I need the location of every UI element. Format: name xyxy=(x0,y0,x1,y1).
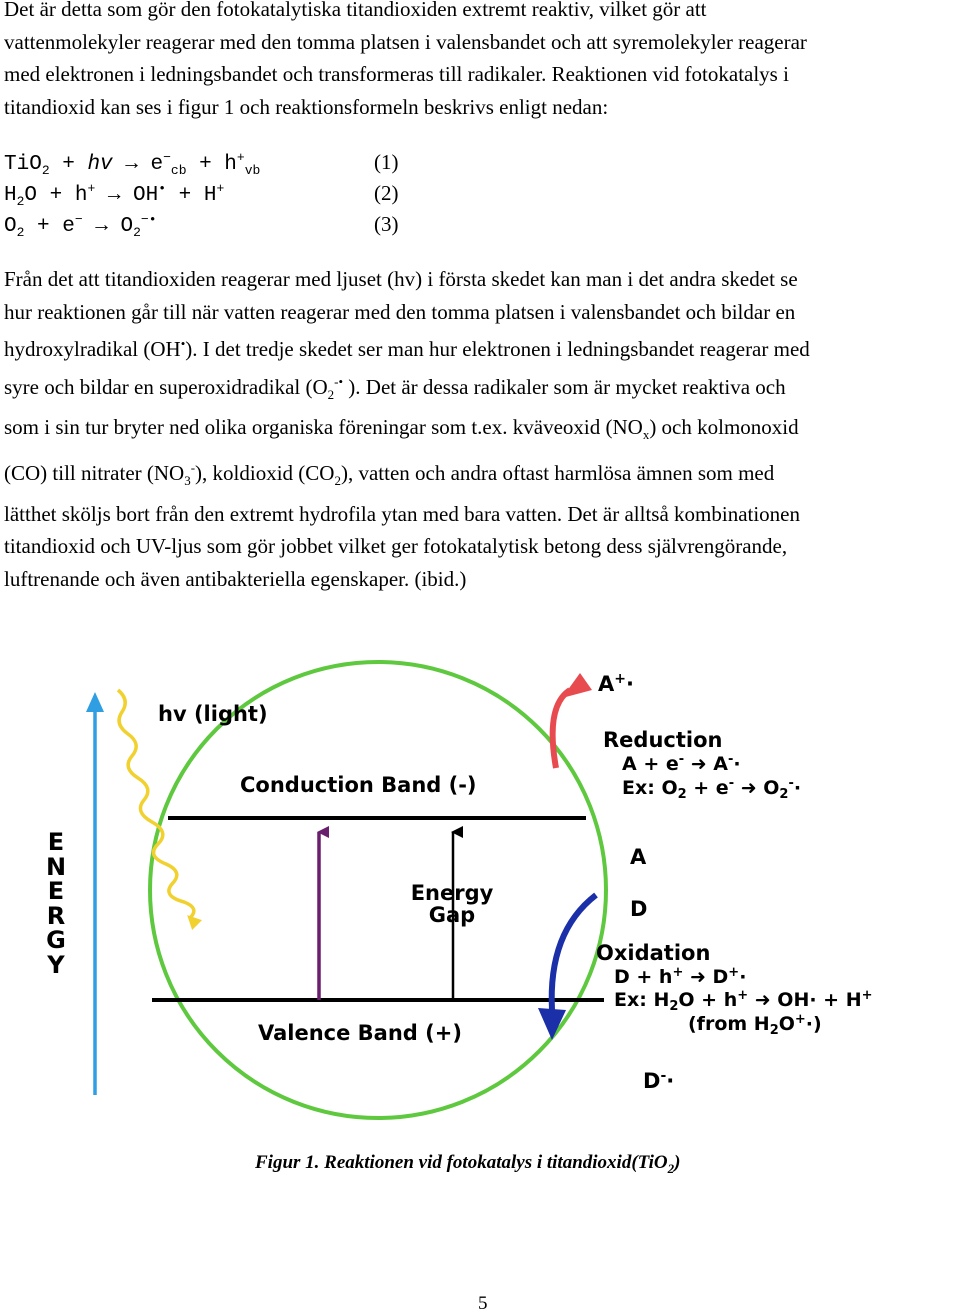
equation-number: (2) xyxy=(374,181,399,205)
oxidation-arrow xyxy=(552,895,596,1010)
equation-formula: $O_2 + e^- \to O_2^{-•}$ xyxy=(4,212,157,241)
text-line: luftrenande och även antibakteriella egenskaper. (ibid.) xyxy=(4,566,467,591)
equation-number: (1) xyxy=(374,150,399,174)
energy-axis-arrowhead xyxy=(86,692,104,712)
text-line: (CO) till nitrater $(NO_3^-)$, koldioxid $(CO_2)$, vatten och andra oftast harmlösa ämnen som med xyxy=(4,459,775,489)
text-line: lätthet sköljs bort från den extremt hydrofila ytan med bara vatten. Det är alltså kombinationen xyxy=(4,501,801,526)
equation-formula: $H_2O + h^+ \to OH^• + H^+$ xyxy=(4,181,225,210)
reduction-arrowhead xyxy=(562,673,592,698)
energy-axis-label xyxy=(46,828,66,979)
energy-letter: N xyxy=(45,853,67,881)
oxidation-equation: D + h+ ➜ D+· xyxy=(614,965,747,988)
light-label: hv (light) xyxy=(158,702,268,726)
donor-label: D xyxy=(630,897,648,921)
acceptor-label: A xyxy=(630,845,647,869)
text-line: titandioxid kan ses i figur 1 och reaktionsformeln beskrivs enligt nedan: xyxy=(4,94,609,119)
equation-formula: TiO$_2$ + hv → $e^-_{cb} + h^+_{vb}$ xyxy=(4,150,261,179)
valence-band-label: Valence Band (+) xyxy=(258,1021,462,1045)
energy-letter: E xyxy=(47,828,65,856)
text-line: med elektronen i ledningsbandet och transformeras till radikaler. Reaktionen vid fotokatalys i xyxy=(4,62,789,86)
text-line: som i sin tur bryter ned olika organiska föreningar som t.ex. kväveoxid $(NO_x)$ och kolmonoxid xyxy=(4,415,799,443)
oxidation-title: Oxidation xyxy=(596,941,711,965)
energy-letter: R xyxy=(46,902,66,930)
oxidized-donor-label: D-· xyxy=(643,1068,675,1093)
text-line: titandioxid och UV-ljus som gör jobbet vilket ger fotokatalytisk betong dess självrengörande, xyxy=(4,534,788,559)
oxidized-acceptor-label: A+· xyxy=(598,671,634,696)
conduction-band-label: Conduction Band (-) xyxy=(240,773,477,797)
energy-letter: E xyxy=(47,877,65,905)
text-line: hydroxylradikal (OH•). I det tredje skedet ser man hur elektronen i ledningsbandet reagerar med xyxy=(4,336,810,361)
figure-caption: Figur 1. Reaktionen vid fotokatalys i titandioxid(TiO$_2$) xyxy=(255,1152,681,1176)
energy-letter: Y xyxy=(47,951,65,979)
text-line: hur reaktionen går till när vatten reagerar med den tomma platsen i valensbandet och bildar en xyxy=(4,299,796,324)
equation-number: (3) xyxy=(374,212,399,236)
energy-gap-label: Gap xyxy=(428,903,476,927)
oxidation-example: Ex: $H_2O + h^+$ ➜ OH· + H+ xyxy=(614,988,873,1014)
text-line: vattenmolekyler reagerar med den tomma platsen i valensbandet och att syremolekyler reagerar xyxy=(4,29,807,54)
text-line: Det är detta som gör den fotokatalytiska titandioxiden extremt reaktiv, vilket gör att xyxy=(4,0,707,21)
energy-gap-label: Energy xyxy=(410,881,494,905)
reduction-title: Reduction xyxy=(603,728,723,752)
text-line: syre och bildar en superoxidradikal ($O_2^{-•}$ ). Det är dessa radikaler som är mycket reaktiva och xyxy=(4,373,786,402)
energy-letter: G xyxy=(46,926,66,954)
text-line: Från det att titandioxiden reagerar med ljuset (hv) i första skedet kan man i det andra skedet se xyxy=(4,267,798,291)
reduction-equation: A + e- ➜ A-· xyxy=(622,752,741,775)
reduction-example: Ex: $O_2 + e^-$ ➜ $O_2^-\cdot$ xyxy=(622,776,802,802)
oxidation-source: (from $H_2O^+\cdot$) xyxy=(688,1012,822,1038)
page-number: 5 xyxy=(478,1293,488,1314)
tio2-particle-circle xyxy=(150,662,606,1118)
